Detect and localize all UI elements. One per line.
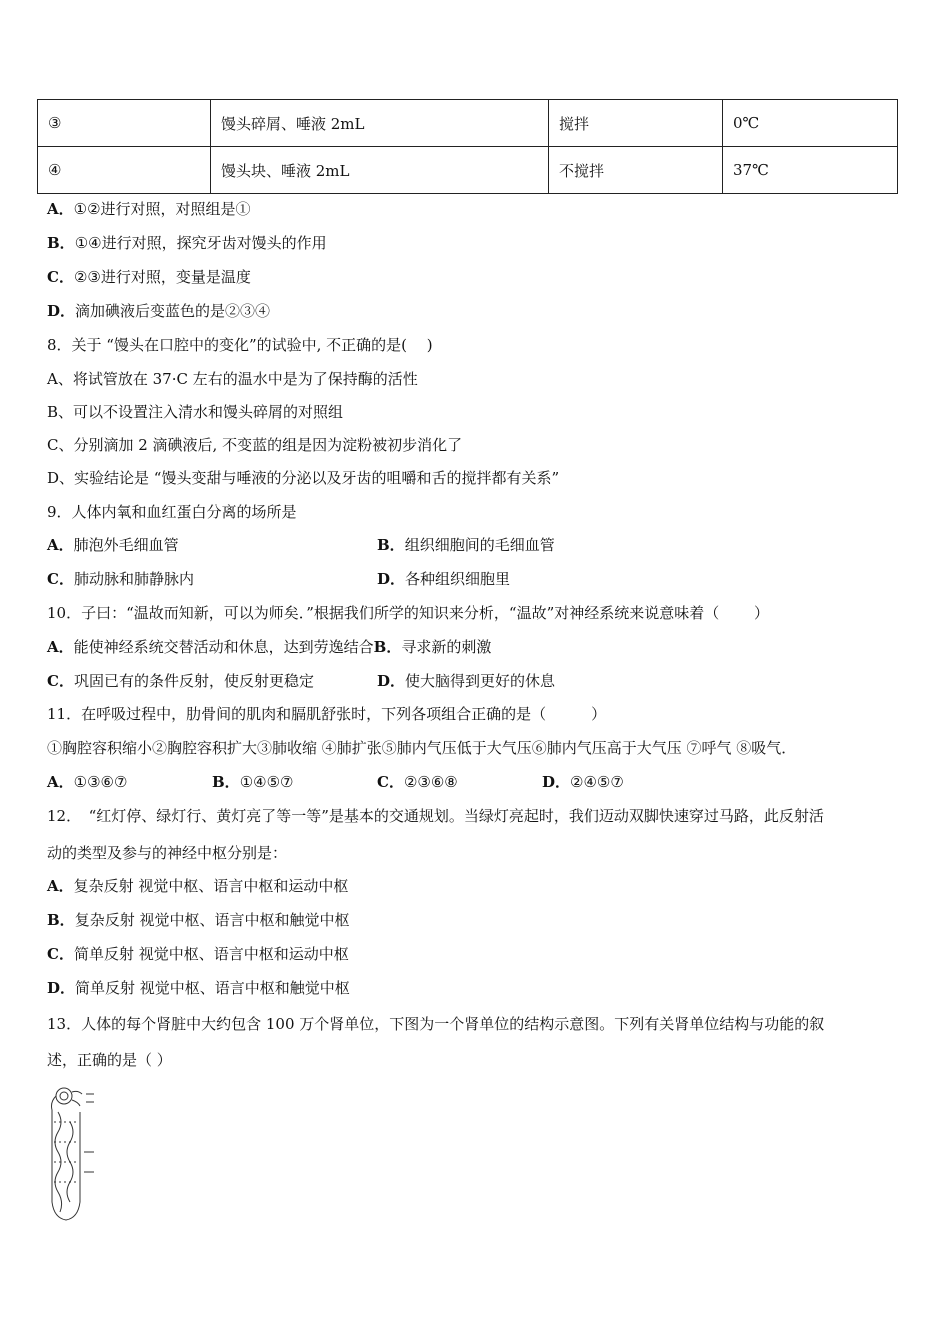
q11-stem: 11．在呼吸过程中，肋骨间的肌肉和膈肌舒张时，下列各项组合正确的是（ ）	[47, 705, 607, 723]
table-cell-treatment: 不搅拌	[549, 147, 723, 194]
q11-items: ①胸腔容积缩小②胸腔容积扩大③肺收缩 ④肺扩张⑤肺内气压低于大气压⑥肺内气压高于大气压 ⑦呼气 ⑧吸气．	[47, 739, 797, 757]
q12-stem-line1: 12． “红灯停、绿灯行、黄灯亮了等一等”是基本的交通规划。当绿灯亮起时，我们迈动双脚快速穿过马路，此反射活	[47, 807, 824, 825]
table-cell-id: ④	[38, 147, 211, 194]
q10-option-c: C．巩固已有的条件反射，使反射更稳定	[47, 672, 314, 690]
q13-stem-line2: 述，正确的是（ ）	[47, 1051, 172, 1069]
q12-option-c: C．简单反射 视觉中枢、语言中枢和运动中枢	[47, 945, 349, 963]
q9-stem: 9．人体内氧和血红蛋白分离的场所是	[47, 503, 297, 521]
q7-option-b: B．①④进行对照，探究牙齿对馒头的作用	[47, 234, 327, 252]
q11-option-d: D．②④⑤⑦	[542, 773, 624, 791]
q8-option-c: C、分别滴加 2 滴碘液后, 不变蓝的组是因为淀粉被初步消化了	[47, 436, 463, 454]
q12-option-a: A．复杂反射 视觉中枢、语言中枢和运动中枢	[47, 877, 349, 895]
q9-option-b: B．组织细胞间的毛细血管	[377, 536, 555, 554]
q9-option-a: A．肺泡外毛细血管	[47, 536, 179, 554]
q8-stem: 8．关于 “馒头在口腔中的变化”的试验中, 不正确的是( )	[47, 336, 433, 354]
table-cell-temp: 37℃	[723, 147, 898, 194]
q12-option-b: B．复杂反射 视觉中枢、语言中枢和触觉中枢	[47, 911, 350, 929]
table-row	[38, 147, 898, 194]
q10-options-ab: A．能使神经系统交替活动和休息，达到劳逸结合B．寻求新的刺激	[47, 638, 492, 656]
table-cell-material: 馒头碎屑、唾液 2mL	[211, 100, 549, 147]
table-cell-material: 馒头块、唾液 2mL	[211, 147, 549, 194]
q7-option-a: A．①②进行对照，对照组是①	[47, 200, 251, 218]
q11-option-a: A．①③⑥⑦	[47, 773, 128, 791]
q10-option-d: D．使大脑得到更好的休息	[377, 672, 556, 690]
q9-option-c: C．肺动脉和肺静脉内	[47, 570, 194, 588]
q12-option-d: D．简单反射 视觉中枢、语言中枢和触觉中枢	[47, 979, 350, 997]
q8-option-b: B、可以不设置注入清水和馒头碎屑的对照组	[47, 403, 344, 421]
q11-option-b: B．①④⑤⑦	[212, 773, 294, 791]
glomerulus	[56, 1088, 72, 1104]
q9-option-d: D．各种组织细胞里	[377, 570, 511, 588]
renal-tubule	[52, 1096, 81, 1220]
q13-stem-line1: 13．人体的每个肾脏中大约包含 100 万个肾单位，下图为一个肾单位的结构示意图。下列有关肾单位结构与功能的叙	[47, 1015, 825, 1033]
q7-option-d: D．滴加碘液后变蓝色的是②③④	[47, 302, 271, 320]
table-cell-treatment: 搅拌	[549, 100, 723, 147]
table-cell-temp: 0℃	[723, 100, 898, 147]
q11-option-c: C．②③⑥⑧	[377, 773, 458, 791]
table-cell-id: ③	[38, 100, 211, 147]
experiment-table	[37, 99, 898, 194]
q7-option-c: C．②③进行对照，变量是温度	[47, 268, 251, 286]
q8-option-d: D、实验结论是 “馒头变甜与唾液的分泌以及牙齿的咀嚼和舌的搅拌都有关系”	[47, 469, 560, 487]
nephron-diagram	[44, 1082, 98, 1224]
q12-stem-line2: 动的类型及参与的神经中枢分别是：	[47, 844, 288, 862]
q10-stem: 10．子曰：“温故而知新，可以为师矣．”根据我们所学的知识来分析，“温故”对神经系统来说意味着（ ）	[47, 604, 770, 622]
table-row	[38, 100, 898, 147]
q8-option-a: A、将试管放在 37·C 左右的温水中是为了保持酶的活性	[47, 370, 418, 388]
